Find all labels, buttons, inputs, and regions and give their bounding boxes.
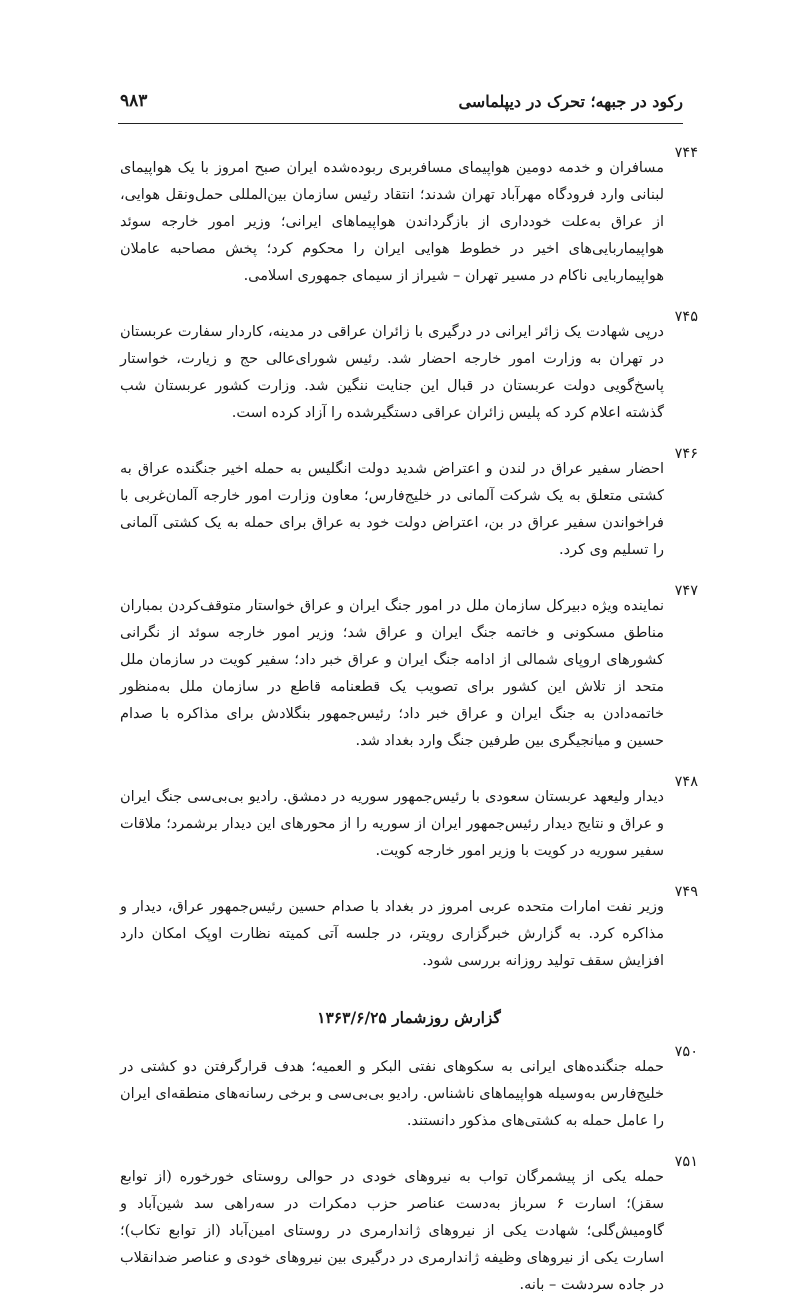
entry-749 — [120, 879, 698, 989]
entry-746 — [120, 441, 698, 578]
entry-number: ۷۴۹ — [674, 884, 698, 900]
entry-747 — [120, 578, 698, 769]
entry-number: ۷۴۶ — [674, 446, 698, 462]
entry-text: حمله یکی از پیشمرگان تواب به نیروهای خودی در حوالی روستای خورخوره (از توابع سقز)؛ اسارت ۶ سرباز به‌دست عناصر حزب دمکرات در سه‌راهی سد شین‌آباد و گاومیش‌گلی؛ شهادت یکی از نیروهای ژاندارمری در روستای امین‌آباد (از توابع تکاب)؛ اسارت یکی از نیروهای وظیفه ژاندارمری در درگیری بین نیروهای خودی و عناصر ضدانقلاب در جاده سردشت – بانه. — [120, 1168, 665, 1293]
entry-number: ۷۵۰ — [674, 1044, 698, 1060]
entry-748 — [120, 769, 698, 879]
entry-number: ۷۴۸ — [674, 774, 698, 790]
entry-text: درپی شهادت یک زائر ایرانی در درگیری با زائران عراقی در مدینه، کاردار سفارت عربستان در تهران به وزارت امور خارجه احضار شد. رئیس شورای‌عالی حج و زیارت، خواستار پاسخ‌گویی دولت عربستان در قبال این جنایت ننگین شد. وزارت کشور عربستان شب گذشته اعلام کرد که پلیس زائران عراقی دستگیرشده را آزاد کرده است. — [120, 323, 664, 421]
entry-text: نماینده ویژه دبیرکل سازمان ملل در امور جنگ ایران و عراق خواستار متوقف‌کردن بمباران مناطق مسکونی و خاتمه جنگ ایران و عراق شد؛ وزیر امور خارجه سوئد از نگرانی کشورهای اروپای شمالی از ادامه جنگ ایران و عراق خبر داد؛ سفیر کویت در سازمان ملل متحد از تلاش این کشور برای تصویب یک قطعنامه قاطع در سازمان ملل به‌منظور خاتمه‌دادن به جنگ ایران و عراق خبر داد؛ رئیس‌جمهور بنگلادش برای مذاکره با صدام حسین و میانجیگری بین طرفین جنگ وارد بغداد شد. — [120, 597, 664, 749]
entry-text: دیدار ولیعهد عربستان سعودی با رئیس‌جمهور سوریه در دمشق. رادیو بی‌بی‌سی جنگ ایران و عراق و نتایج دیدار رئیس‌جمهور ایران از سوریه را از محورهای این دیدار برشمرد؛ ملاقات سفیر سوریه در کویت با وزیر امور خارجه کویت. — [120, 788, 664, 859]
entry-745 — [120, 304, 698, 441]
entry-number: ۷۵۱ — [674, 1154, 698, 1170]
entry-number: ۷۴۵ — [674, 309, 698, 325]
page-number: ۹۸۳ — [120, 91, 148, 111]
entry-751 — [120, 1149, 698, 1313]
chapter-title: رکود در جبهه؛ تحرک در دیپلماسی — [458, 91, 683, 111]
entry-text: احضار سفیر عراق در لندن و اعتراض شدید دولت انگلیس به حمله اخیر جنگنده عراق به کشتی متعلق به یک شرکت آلمانی در خلیج‌فارس؛ معاون وزارت امور خارجه آلمان‌غربی با فراخواندن سفیر عراق در بن، اعتراض دولت خود به عراق برای حمله به یک کشتی آلمانی را تسلیم وی کرد. — [120, 460, 664, 558]
header-rule — [118, 123, 683, 124]
entry-number: ۷۴۴ — [674, 145, 698, 161]
entry-number: ۷۴۷ — [674, 583, 698, 599]
entry-text: مسافران و خدمه دومین هواپیمای مسافربری ربوده‌شده ایران صبح امروز با یک هواپیمای لبنانی وارد فرودگاه مهرآباد تهران شدند؛ انتقاد رئیس سازمان بین‌المللی حمل‌ونقل هوایی، از عراق به‌علت خودداری از بازگرداندن هواپیماهای ایرانی؛ وزیر امور خارجه سوئد هواپیماربایی‌های اخیر در خطوط هوایی ایران را محکوم کرد؛ پخش مصاحبه عاملان هواپیماربایی ناکام در مسیر تهران – شیراز از سیمای جمهوری اسلامی. — [120, 159, 664, 284]
page-header — [120, 86, 683, 116]
entry-text: وزیر نفت امارات متحده عربی امروز در بغداد با صدام حسین رئیس‌جمهور عراق، دیدار و مذاکره کرد. به گزارش خبرگزاری رویتر، در جلسه آتی کمیته نظارت اوپک امکان دارد افزایش سقف تولید روزانه بررسی شود. — [120, 898, 664, 969]
page-content — [120, 140, 698, 1313]
entry-text: حمله جنگنده‌های ایرانی به سکوهای نفتی البکر و العمیه؛ هدف قرارگرفتن دو کشتی در خلیج‌فارس به‌وسیله هواپیماهای ناشناس. رادیو بی‌بی‌سی و برخی رسانه‌های منطقه‌ای ایران را عامل حمله به کشتی‌های مذکور دانستند. — [120, 1058, 664, 1129]
entry-744 — [120, 140, 698, 304]
section-heading: گزارش روزشمار ۱۳۶۳/۶/۲۵ — [317, 1008, 501, 1027]
